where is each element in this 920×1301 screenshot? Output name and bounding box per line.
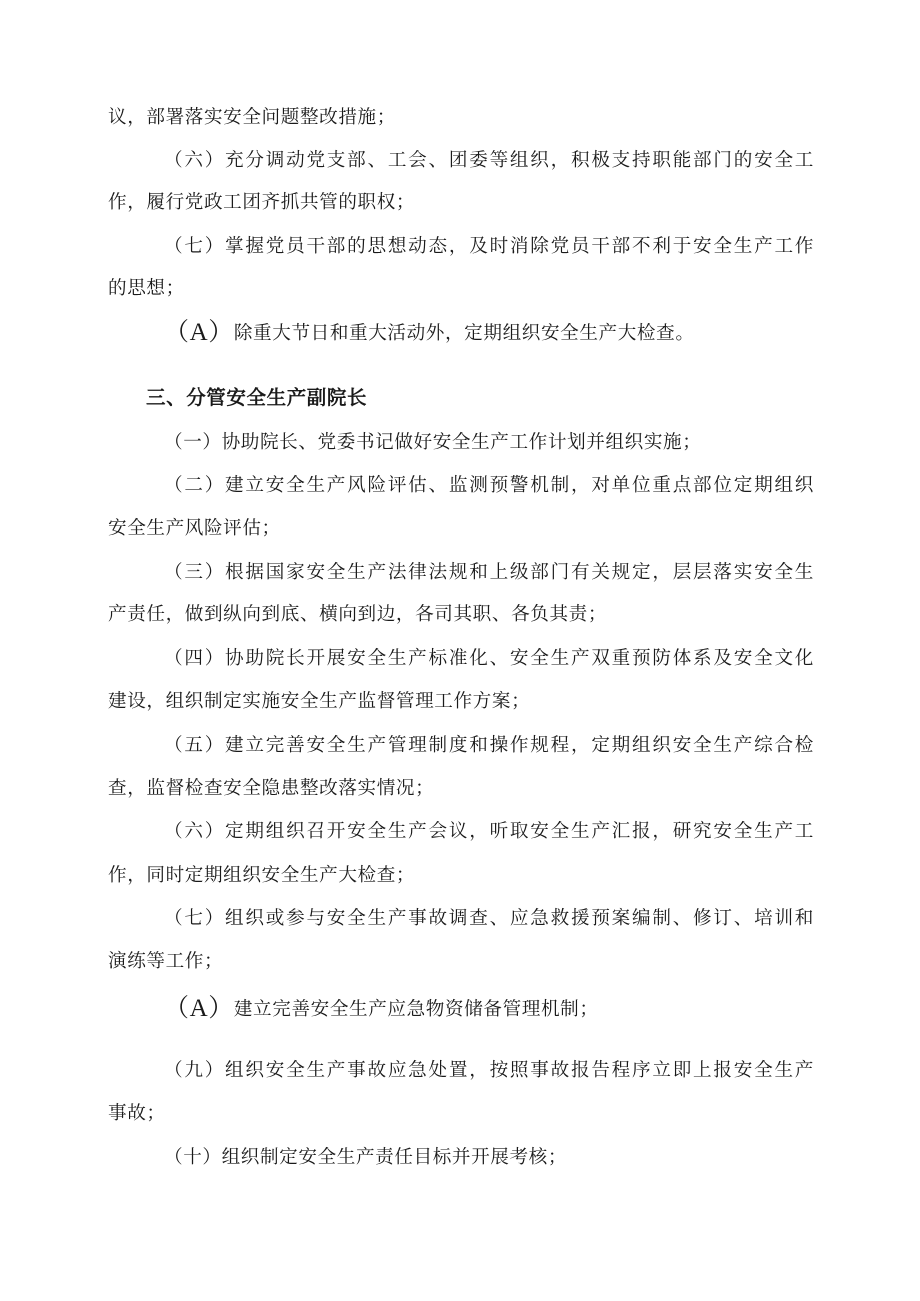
paragraph-line: （七）掌握党员干部的思想动态，及时消除党员干部不利于安全生产工作 xyxy=(164,236,814,257)
item-text: 建立完善安全生产应急物资储备管理机制； xyxy=(233,999,599,1020)
paragraph-line: （六）充分调动党支部、工会、团委等组织，积极支持职能部门的安全工 xyxy=(164,150,814,171)
paragraph-line: 作，同时定期组织安全生产大检查； xyxy=(108,865,416,886)
paragraph-line: 作，履行党政工团齐抓共管的职权； xyxy=(108,192,416,213)
paragraph-line: （三）根据国家安全生产法律法规和上级部门有关规定，层层落实安全生 xyxy=(164,562,814,583)
list-item xyxy=(164,996,814,1023)
paragraph-line: （五）建立完善安全生产管理制度和操作规程，定期组织安全生产综合检 xyxy=(164,735,814,756)
paragraph-line: （十）组织制定安全生产责任目标并开展考核； xyxy=(164,1147,568,1168)
list-item xyxy=(164,320,814,347)
paragraph-line: 演练等工作； xyxy=(108,951,224,972)
paragraph-line: 建设，组织制定实施安全生产监督管理工作方案； xyxy=(108,691,531,712)
paragraph-line: 产责任，做到纵向到底、横向到边，各司其职、各负其责； xyxy=(108,604,608,625)
paragraph-line: 事故； xyxy=(108,1103,166,1124)
item-marker: （A） xyxy=(164,995,234,1022)
item-marker: （A） xyxy=(164,319,234,346)
paragraph-line: （二）建立安全生产风险评估、监测预警机制，对单位重点部位定期组织 xyxy=(164,475,814,496)
paragraph-line: （一）协助院长、党委书记做好安全生产工作计划并组织实施； xyxy=(164,432,702,453)
paragraph-line: 安全生产风险评估； xyxy=(108,518,281,539)
paragraph-line: （四）协助院长开展安全生产标准化、安全生产双重预防体系及安全文化 xyxy=(164,648,814,669)
paragraph-line: （九）组织安全生产事故应急处置，按照事故报告程序立即上报安全生产 xyxy=(164,1060,814,1081)
paragraph-line: 查，监督检查安全隐患整改落实情况； xyxy=(108,778,435,799)
paragraph-line: 的思想； xyxy=(108,278,185,299)
paragraph-line: （六）定期组织召开安全生产会议，听取安全生产汇报，研究安全生产工 xyxy=(164,821,814,842)
paragraph-line: （七）组织或参与安全生产事故调查、应急救援预案编制、修订、培训和 xyxy=(164,908,814,929)
section-heading: 三、分管安全生产副院长 xyxy=(146,386,368,409)
paragraph-line: 议，部署落实安全问题整改措施； xyxy=(108,107,396,128)
item-text: 除重大节日和重大活动外，定期组织安全生产大检查。 xyxy=(233,323,695,344)
